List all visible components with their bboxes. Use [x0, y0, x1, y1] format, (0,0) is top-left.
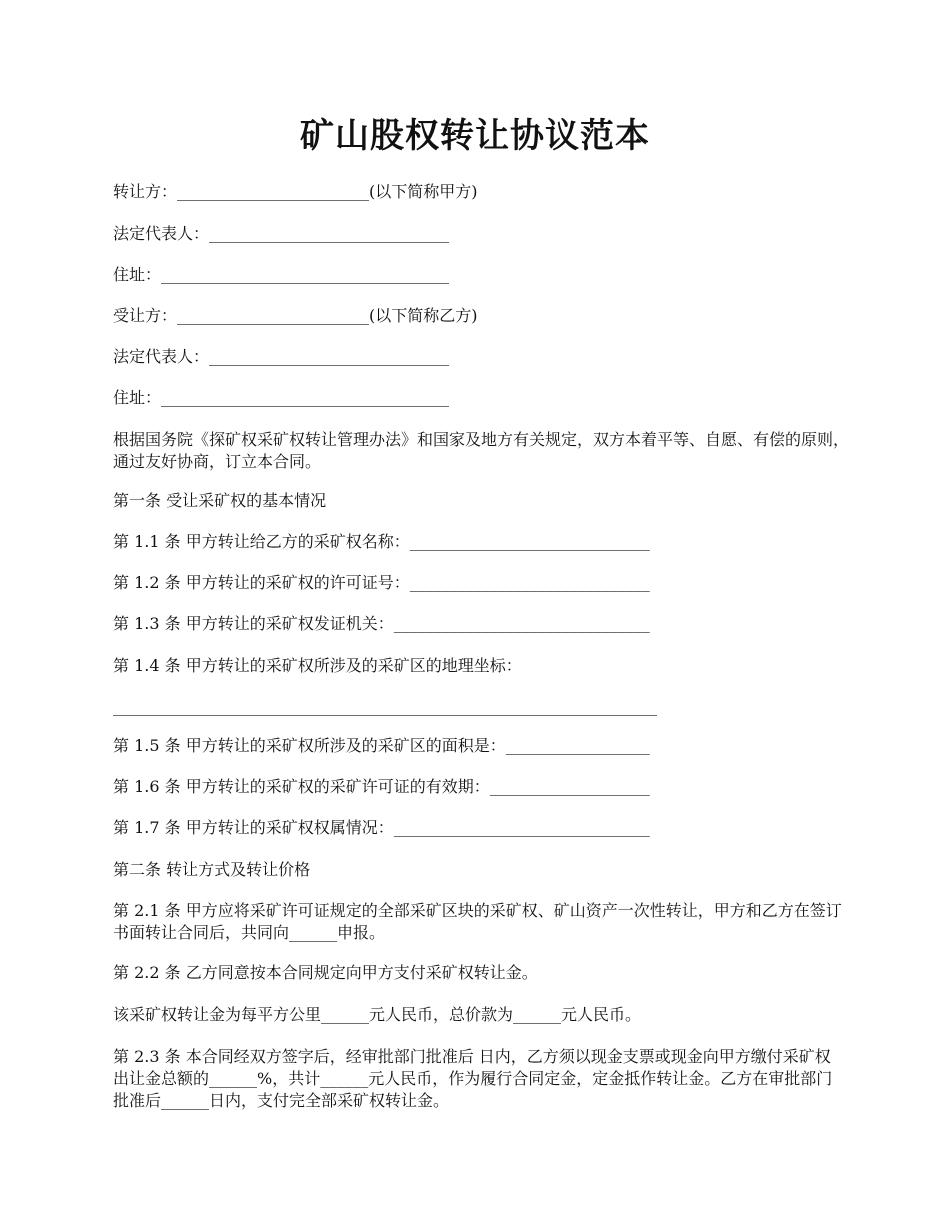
intro-paragraph: 根据国务院《探矿权采矿权转让管理办法》和国家及地方有关规定，双方本着平等、自愿、有偿的原则，通过友好协商，订立本合同。	[113, 430, 850, 471]
article-1-3: 第 1.3 条 甲方转让的采矿权发证机关：________________________________	[113, 614, 650, 633]
transferor-representative-field: 法定代表人：______________________________	[113, 224, 450, 243]
transferee-representative-field: 法定代表人：______________________________	[113, 347, 450, 366]
transferee-address-field: 住址：____________________________________	[113, 388, 450, 407]
transferor-address-field: 住址：____________________________________	[113, 265, 450, 284]
article-2-heading: 第二条 转让方式及转让价格	[113, 860, 311, 879]
article-1-4: 第 1.4 条 甲方转让的采矿权所涉及的采矿区的地理坐标：	[113, 656, 522, 675]
article-1-6: 第 1.6 条 甲方转让的采矿权的采矿许可证的有效期：____________________	[113, 777, 650, 796]
article-1-2: 第 1.2 条 甲方转让的采矿权的许可证号：______________________________	[113, 573, 650, 592]
article-1-heading: 第一条 受让采矿权的基本情况	[113, 491, 327, 510]
price-statement: 该采矿权转让金为每平方公里______元人民币，总价款为______元人民币。	[113, 1005, 642, 1024]
article-2-2: 第 2.2 条 乙方同意按本合同规定向甲方支付采矿权转让金。	[113, 963, 538, 982]
document-title: 矿山股权转让协议范本	[300, 116, 650, 156]
transferee-field: 受让方：________________________(以下简称乙方)	[113, 306, 478, 325]
transferor-field: 转让方：________________________(以下简称甲方)	[113, 182, 478, 201]
article-2-1: 第 2.1 条 甲方应将采矿许可证规定的全部采矿区块的采矿权、矿山资产一次性转让，甲方和乙方在签订书面转让合同后，共同向______申报。	[113, 901, 842, 942]
article-2-3: 第 2.3 条 本合同经双方签字后，经审批部门批准后 日内，乙方须以现金支票或现金向甲方缴付采矿权出让金总额的______%，共计______元人民币，作为履行合同定金，定金抵作转让金。乙方在审批部门批准后______日内，支付完全部采矿权转让金。	[113, 1047, 833, 1110]
article-1-7: 第 1.7 条 甲方转让的采矿权权属情况：________________________________	[113, 818, 650, 837]
coordinates-blank-line: ____________________________________________________________________	[113, 697, 657, 716]
article-1-5: 第 1.5 条 甲方转让的采矿权所涉及的采矿区的面积是：__________________	[113, 736, 650, 755]
article-1-1: 第 1.1 条 甲方转让给乙方的采矿权名称：______________________________	[113, 532, 650, 551]
